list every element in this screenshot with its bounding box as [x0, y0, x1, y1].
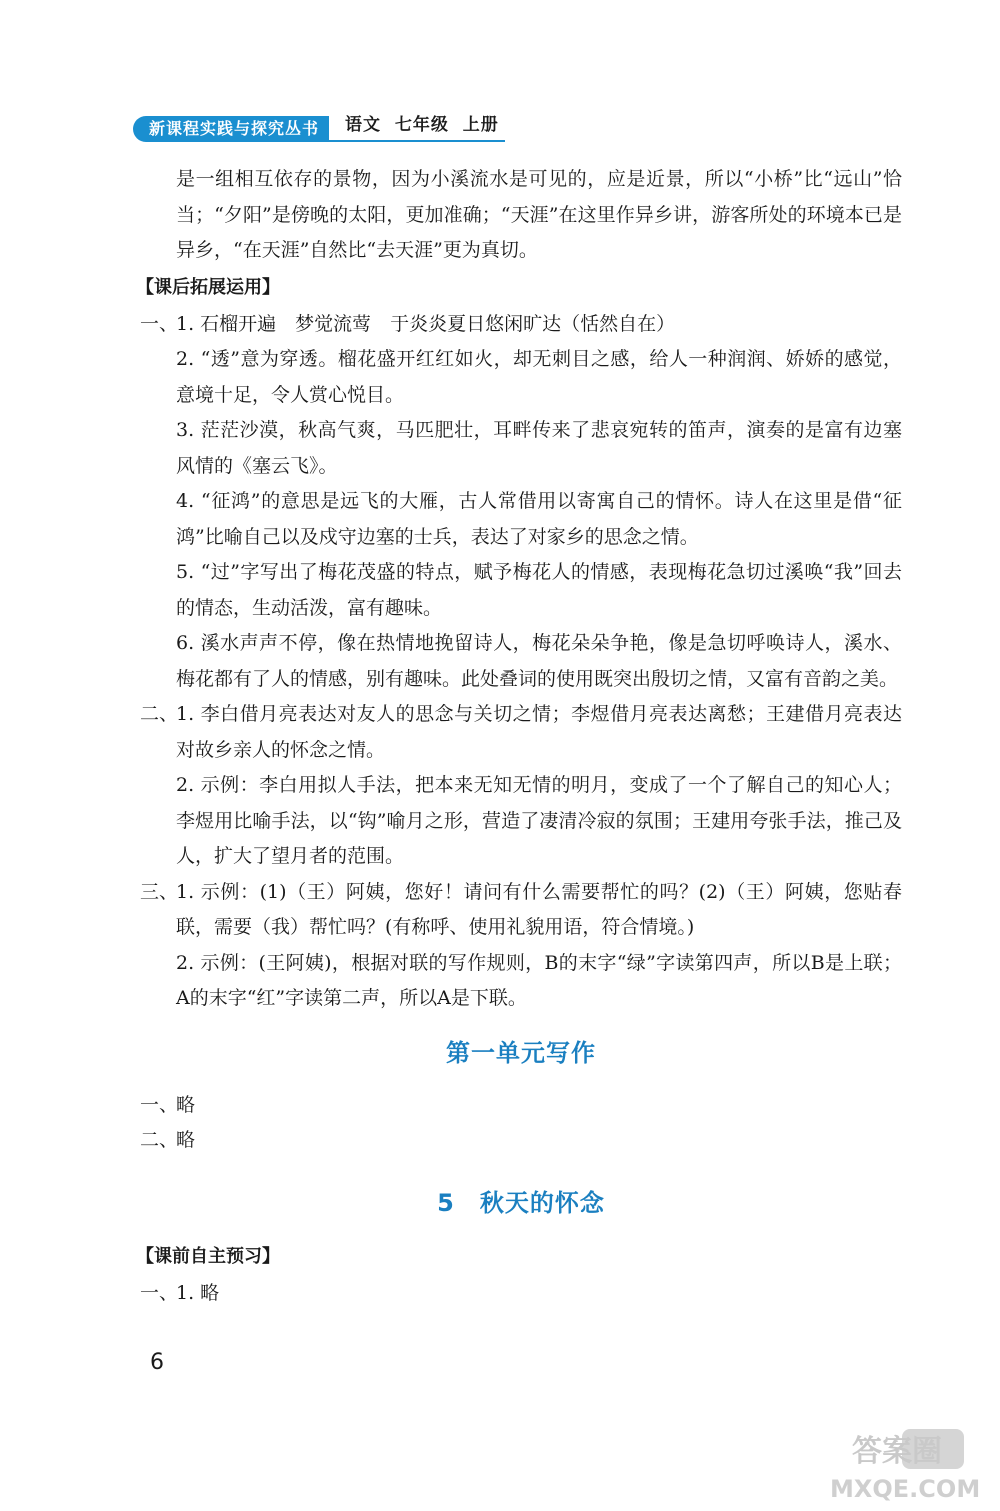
series-badge: 新课程实践与探究丛书	[133, 116, 329, 142]
page-number: 6	[150, 1350, 164, 1375]
section-label-preview: 【课前自主预习】	[136, 1245, 280, 1267]
answer-item	[140, 484, 902, 555]
item-marker	[140, 946, 176, 1017]
item-marker: 一、	[140, 312, 179, 335]
item-text: 5. “过”字写出了梅花茂盛的特点，赋予梅花人的情感，表现梅花急切过溪唤“我”回去的情态，生动活泼，富有趣味。	[176, 561, 902, 619]
item-marker	[140, 484, 176, 555]
answer-item	[140, 875, 902, 946]
item-marker: 一、	[140, 1281, 179, 1304]
extension-answers	[140, 307, 902, 1017]
item-marker	[140, 626, 176, 697]
item-marker: 二、	[140, 1129, 179, 1151]
lesson-title: 5 秋天的怀念	[437, 1188, 605, 1217]
page-content	[136, 162, 902, 1311]
answer-item	[140, 1276, 902, 1312]
intro-paragraph: 是一组相互依存的景物，因为小溪流水是可见的，应是近景，所以“小桥”比“远山”恰当；“夕阳”是傍晚的太阳，更加准确；“天涯”在这里作异乡讲，游客所处的环境本已是异乡，“在天涯”自然比“去天涯”更为真切。	[176, 168, 902, 261]
preview-answers	[140, 1276, 902, 1312]
answer-item	[140, 626, 902, 697]
watermark-logo-text: 答案圈	[852, 1434, 942, 1469]
item-text: 2. 示例：李白用拟人手法，把本来无知无情的明月，变成了一个了解自己的知心人；李煜用比喻手法，以“钩”喻月之形，营造了凄清冷寂的氛围；王建用夸张手法，推己及人，扩大了望月者的范围。	[176, 774, 902, 867]
item-text: 1. 略	[176, 1281, 220, 1304]
section-label-extension: 【课后拓展运用】	[136, 276, 280, 298]
unit-writing-title: 第一单元写作	[446, 1038, 596, 1067]
answer-item	[140, 697, 902, 768]
answer-item	[140, 342, 902, 413]
answer-item	[140, 768, 902, 875]
item-text: 2. 示例：(王阿姨)，根据对联的写作规则，B的末字“绿”字读第四声，所以B是上联；A的末字“红”字读第二声，所以A是下联。	[176, 951, 902, 1009]
item-text: 2. “透”意为穿透。榴花盛开红红如火，却无刺目之感，给人一种润润、娇娇的感觉，意境十足，令人赏心悦目。	[176, 348, 902, 406]
answer-item	[140, 555, 902, 626]
answer-item	[140, 1123, 902, 1159]
item-marker: 一、	[140, 1093, 179, 1116]
item-marker	[140, 342, 176, 413]
answer-item	[140, 413, 902, 484]
answer-item	[140, 307, 902, 343]
item-marker	[140, 555, 176, 626]
watermark-url: MXQE.COM	[830, 1475, 981, 1503]
item-text: 略	[176, 1129, 196, 1151]
unit-writing-answers	[140, 1088, 902, 1159]
item-text: 略	[176, 1093, 196, 1116]
item-text: 1. 石榴开遍 梦觉流莺 于炎炎夏日悠闲旷达（恬然自在）	[176, 312, 676, 335]
answer-item	[140, 946, 902, 1017]
item-marker	[140, 768, 176, 875]
answer-item	[140, 1088, 902, 1124]
item-marker	[140, 413, 176, 484]
item-text: 6. 溪水声声不停，像在热情地挽留诗人，梅花朵朵争艳，像是急切呼唤诗人，溪水、梅花都有了人的情感，别有趣味。此处叠词的使用既突出殷切之情，又富有音韵之美。	[176, 632, 902, 690]
item-text: 1. 示例：(1)（王）阿姨，您好！请问有什么需要帮忙的吗？(2)（王）阿姨，您贴春联，需要（我）帮忙吗？(有称呼、使用礼貌用语，符合情境。)	[176, 880, 902, 938]
watermark-logo	[812, 1425, 992, 1505]
item-text: 1. 李白借月亮表达对友人的思念与关切之情；李煜借月亮表达离愁；王建借月亮表达对故乡亲人的怀念之情。	[176, 703, 902, 761]
item-marker: 二、	[140, 703, 179, 725]
item-text: 4. “征鸿”的意思是远飞的大雁，古人常借用以寄寓自己的情怀。诗人在这里是借“征鸿”比喻自己以及戍守边塞的士兵，表达了对家乡的思念之情。	[176, 490, 902, 548]
book-subtitle: 语文 七年级 上册	[329, 114, 505, 142]
item-text: 3. 茫茫沙漠，秋高气爽，马匹肥壮，耳畔传来了悲哀宛转的笛声，演奏的是富有边塞风情的《塞云飞》。	[176, 419, 902, 477]
item-marker: 三、	[140, 880, 179, 903]
page-header	[133, 112, 505, 142]
